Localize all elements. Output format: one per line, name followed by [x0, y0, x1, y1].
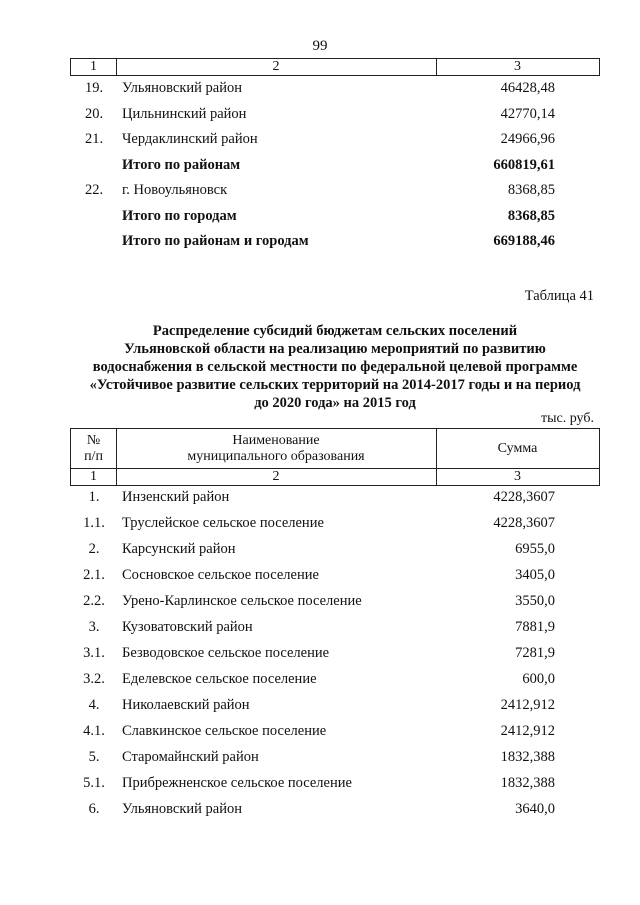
header-name — [116, 429, 436, 468]
row-value: 46428,48 — [500, 80, 555, 96]
row-name: Кузоватовский район — [122, 619, 253, 635]
header-number — [71, 429, 116, 468]
row-name: Инзенский район — [122, 489, 230, 505]
table-row — [0, 747, 640, 767]
row-name: Итого по городам — [122, 207, 237, 224]
row-name: Цильнинский район — [122, 105, 247, 122]
top-header-col3: 3 — [514, 59, 521, 74]
table-row — [0, 104, 640, 124]
row-name: Итого по районам и городам — [122, 233, 309, 249]
row-number: 20. — [84, 105, 104, 122]
row-value: 600,0 — [522, 671, 555, 687]
row-number: 2. — [88, 541, 100, 557]
row-value: 4228,3607 — [493, 489, 555, 505]
table-row — [0, 78, 640, 98]
row-value: 42770,14 — [500, 105, 555, 122]
table-row — [0, 565, 640, 585]
index-col3: 3 — [514, 469, 521, 484]
table-row — [0, 180, 640, 200]
table-row — [0, 206, 640, 226]
row-name: Ульяновский район — [122, 80, 243, 96]
row-number: 1.1. — [83, 515, 105, 531]
row-value: 7881,9 — [515, 619, 555, 635]
header-number-line2: п/п — [84, 448, 103, 464]
row-value: 669188,46 — [493, 233, 555, 249]
table-title — [70, 322, 600, 412]
table-row — [0, 591, 640, 611]
table-row — [0, 643, 640, 663]
row-number: 2.2. — [83, 593, 105, 609]
row-number: 19. — [84, 80, 104, 96]
table-row — [0, 695, 640, 715]
row-value: 3640,0 — [515, 801, 555, 817]
index-col2: 2 — [272, 469, 280, 484]
row-value: 24966,96 — [500, 131, 555, 147]
table-row — [0, 539, 640, 559]
table-row — [0, 513, 640, 533]
title-line: водоснабжения в сельской местности по федеральной целевой программе — [92, 359, 578, 375]
table-row — [0, 155, 640, 175]
table-row — [0, 617, 640, 637]
title-line: «Устойчивое развитие сельских территорий на 2014-2017 годы и на период — [89, 377, 581, 393]
row-name: г. Новоульяновск — [122, 182, 228, 198]
row-value: 2412,912 — [500, 697, 555, 713]
title-line: Распределение субсидий бюджетам сельских поселений — [152, 323, 518, 339]
row-value: 7281,9 — [515, 645, 555, 661]
table-label: Таблица 41 — [524, 288, 594, 304]
index-col1: 1 — [90, 469, 97, 484]
row-number: 3. — [88, 619, 100, 635]
row-name: Ульяновский район — [122, 801, 243, 817]
row-number: 4. — [88, 697, 100, 713]
row-name: Славкинское сельское поселение — [122, 723, 327, 739]
row-name: Николаевский район — [122, 697, 250, 713]
page-number: 99 — [312, 38, 328, 54]
row-value: 3550,0 — [515, 593, 555, 609]
row-number: 6. — [88, 801, 100, 817]
row-name: Итого по районам — [122, 156, 241, 173]
table-row — [0, 487, 640, 507]
top-header-col2: 2 — [272, 59, 280, 74]
table-row — [0, 231, 640, 251]
row-value: 2412,912 — [500, 723, 555, 739]
row-name: Сосновское сельское поселение — [122, 567, 319, 583]
row-name: Безводовское сельское поселение — [122, 645, 330, 661]
row-value: 6955,0 — [515, 541, 555, 557]
row-value: 8368,85 — [507, 182, 555, 198]
row-number: 3.1. — [83, 645, 105, 661]
row-name: Карсунский район — [122, 541, 236, 557]
row-number: 4.1. — [83, 723, 105, 739]
header-sum: Сумма — [497, 440, 538, 456]
row-value: 4228,3607 — [493, 515, 555, 531]
row-value: 3405,0 — [515, 567, 555, 583]
row-number: 1. — [88, 489, 100, 505]
row-name: Чердаклинский район — [122, 131, 258, 147]
row-name: Старомайнский район — [122, 749, 259, 765]
title-line: Ульяновской области на реализацию мероприятий по развитию — [124, 341, 546, 357]
main-table-header — [70, 428, 600, 486]
header-number-line1: № — [86, 432, 101, 448]
row-number: 3.2. — [83, 671, 105, 687]
table-row — [0, 669, 640, 689]
row-value: 8368,85 — [507, 207, 555, 224]
table-row — [0, 721, 640, 741]
row-number: 5. — [88, 749, 100, 765]
row-value: 1832,388 — [500, 775, 555, 791]
row-number: 22. — [84, 182, 104, 198]
row-number: 5.1. — [83, 775, 105, 791]
row-number: 2.1. — [83, 567, 105, 583]
row-name: Урено-Карлинское сельское поселение — [122, 593, 362, 609]
table-row — [0, 799, 640, 819]
row-name: Прибрежненское сельское поселение — [122, 775, 352, 791]
table-row — [0, 129, 640, 149]
units-label: тыс. руб. — [541, 411, 594, 426]
header-name-line1: Наименование — [232, 432, 320, 448]
header-name-line2: муниципального образования — [187, 448, 365, 464]
row-number: 21. — [84, 131, 104, 147]
table-row — [0, 773, 640, 793]
row-value: 660819,61 — [493, 156, 555, 173]
row-value: 1832,388 — [500, 749, 555, 765]
row-name: Еделевское сельское поселение — [122, 671, 317, 687]
row-name: Труслейское сельское поселение — [122, 515, 324, 531]
top-table-header — [70, 58, 600, 76]
title-line: до 2020 года» на 2015 год — [254, 395, 416, 411]
top-header-col1: 1 — [90, 59, 97, 74]
